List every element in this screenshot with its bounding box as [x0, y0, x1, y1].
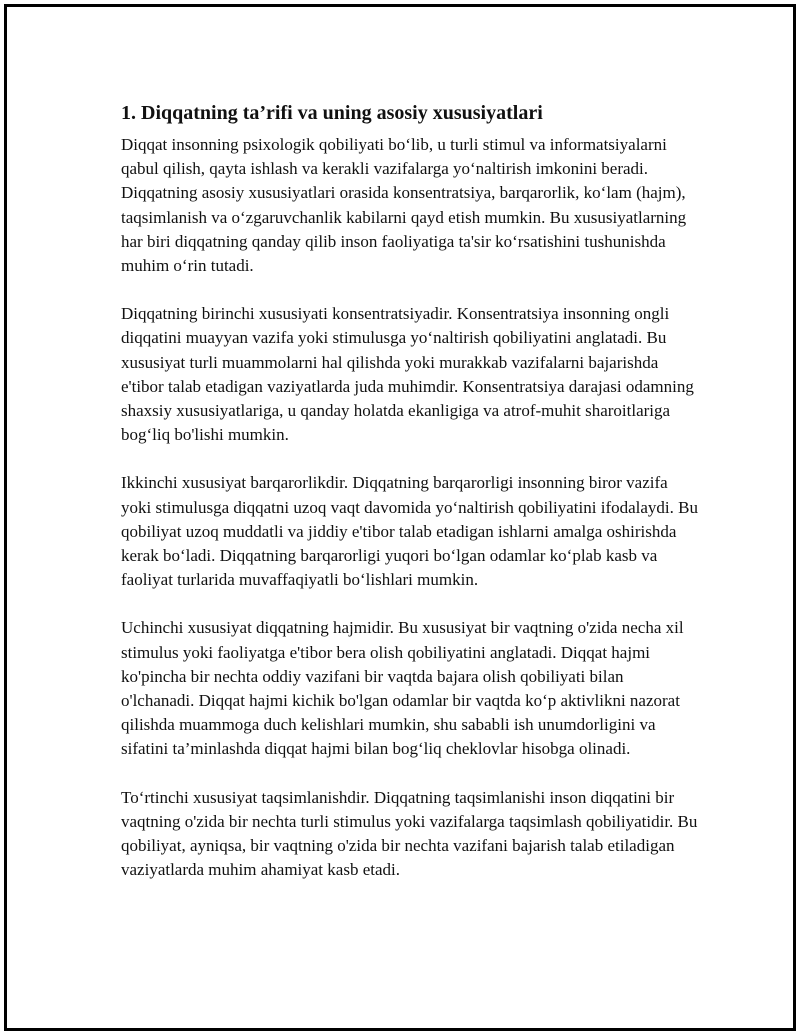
- paragraph-definition: Diqqat insonning psixologik qobiliyati bo‘lib, u turli stimul va informatsiyalarni qabul qilish, qayta ishlash va kerakli vazifalarga yo‘naltirish imkonini beradi. Diqqatning asosiy xususiyatlari orasida konsentratsiya, barqarorlik, ko‘lam (hajm), taqsimlanish va o‘zgaruvchanlik kabilarni qayd etish mumkin. Bu xususiyatlarning har biri diqqatning qanday qilib inson faoliyatiga ta'sir ko‘rsatishini tushunishda muhim o‘rin tutadi.: [121, 135, 687, 276]
- paragraph-volume: Uchinchi xususiyat diqqatning hajmidir. Bu xususiyat bir vaqtning o'zida necha xil stimulus yoki faoliyatga e'tibor bera olish qobiliyatini anglatadi. Diqqat hajmi ko'pincha bir nechta oddiy vazifani bir vaqtda bajara olish qobiliyati bilan o'lchanadi. Diqqat hajmi kichik bo'lgan odamlar bir vaqtda ko‘p aktivlikni nazorat qilishda muammoga duch kelishlari mumkin, shu sababli ish unumdorligini va sifatini ta’minlashda diqqat hajmi bilan bog‘liq cheklovlar hisobga olinadi.: [121, 618, 684, 759]
- page-border: [4, 4, 796, 1031]
- paragraph-distribution: To‘rtinchi xususiyat taqsimlanishdir. Diqqatning taqsimlanishi inson diqqatini bir vaqtning o'zida bir nechta turli stimulus yoki vazifalarga taqsimlash qobiliyatidir. Bu qobiliyat, ayniqsa, bir vaqtning o'zida bir nechta vazifani bajarish talab etiladigan vaziyatlarda muhim ahamiyat kasb etadi.: [121, 787, 698, 880]
- paragraph-concentration: Diqqatning birinchi xususiyati konsentratsiyadir. Konsentratsiya insonning ongli diqqatini muayyan vazifa yoki stimulusga yo‘naltirish qobiliyatini anglatadi. Bu xususiyat turli muammolarni hal qilishda yoki murakkab vazifalarni bajarishda e'tibor talab etadigan vaziyatlarda juda muhimdir. Konsentratsiya darajasi odamning shaxsiy xususiyatlariga, u qanday holatda ekanligiga va atrof-muhit sharoitlariga bog‘liq bo'lishi mumkin.: [121, 304, 694, 445]
- paragraph-stability: Ikkinchi xususiyat barqarorlikdir. Diqqatning barqarorligi insonning biror vazifa yoki stimulusga diqqatni uzoq vaqt davomida yo‘naltirish qobiliyatini ifodalaydi. Bu qobiliyat uzoq muddatli va jiddiy e'tibor talab etadigan ishlarni amalga oshirishda kerak bo‘ladi. Diqqatning barqarorligi yuqori bo‘lgan odamlar ko‘plab kasb va faoliyat turlarida muvaffaqiyatli bo‘lishlari mumkin.: [121, 473, 698, 590]
- document-body: [121, 99, 701, 906]
- section-heading: 1. Diqqatning ta’rifi va uning asosiy xususiyatlari: [121, 102, 543, 124]
